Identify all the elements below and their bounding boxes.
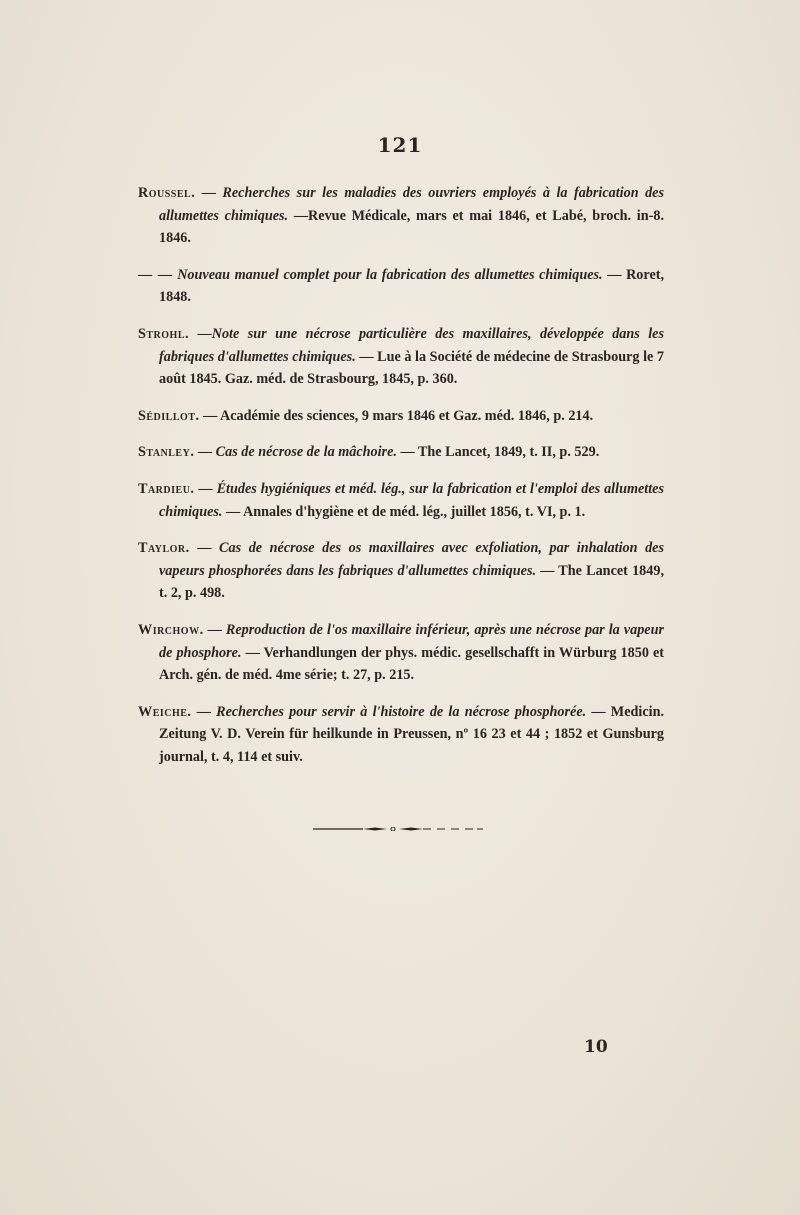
entry-title: Nouveau manuel complet pour la fabrication des allumettes chimiques.: [177, 266, 603, 283]
entry-details: — Académie des sciences, 9 mars 1846 et Gaz. méd. 1846, p. 214.: [203, 407, 594, 424]
bibliography-list: [138, 168, 664, 775]
entry-details: — Verhandlungen der phys. médic. gesellschafft in Würburg 1850 et Arch. gén. de méd. 4me série; t. 27, p. 215.: [159, 644, 664, 683]
entry-author: Stanley.: [138, 444, 195, 461]
entry-details: — The Lancet, 1849, t. II, p. 529.: [396, 444, 600, 461]
entry-separator: —: [203, 622, 226, 638]
entry-author: Wirchow.: [138, 622, 204, 638]
entry-author: Sédillot.: [138, 407, 200, 424]
entry-details: — The Lancet 1849, t. 2, p. 498.: [159, 562, 664, 602]
entry-title: Cas de nécrose de la mâchoire.: [215, 444, 397, 461]
entry-author: — —: [138, 266, 173, 283]
entry-title: Cas de nécrose des os maxillaires avec exfoliation, par inhalation des vapeurs phosphorées dans les fabriques d'allumettes chimiques.: [159, 540, 664, 579]
entry-separator: —: [195, 185, 223, 202]
signature-mark: 10: [584, 1037, 608, 1057]
bibliography-entry: [138, 264, 664, 309]
entry-details: — Medicin. Zeitung V. D. Verein für heilkunde in Preussen, nº 16 23 et 44 ; 1852 et Gunsburg journal, t. 4, 114 et suiv.: [159, 703, 665, 765]
entry-author: Tardieu.: [138, 481, 195, 498]
entry-author: Roussel.: [138, 185, 196, 202]
entry-separator: —: [194, 444, 216, 461]
entry-title: Reproduction de l'os maxillaire inférieur, après une nécrose par la vapeur de phosphore.: [159, 622, 664, 661]
bibliography-entry: [138, 701, 664, 769]
entry-separator: —: [194, 481, 217, 498]
entry-details: — Annales d'hygiène et de méd. lég., juillet 1856, t. VI, p. 1.: [222, 503, 586, 520]
page-number: 121: [377, 133, 423, 157]
entry-author: Taylor.: [138, 540, 190, 557]
entry-title: Recherches pour servir à l'histoire de la nécrose phosphorée.: [216, 703, 587, 720]
bibliography-entry: [138, 405, 664, 428]
entry-separator: —: [189, 326, 212, 343]
entry-separator: —: [191, 703, 217, 720]
bibliography-entry: [138, 619, 664, 687]
entry-separator: —: [189, 540, 220, 557]
bibliography-entry: [138, 441, 664, 464]
bibliography-entry: [138, 478, 664, 523]
entry-details: — Roret, 1848.: [159, 266, 665, 306]
ornamental-divider: [313, 827, 483, 831]
entry-title: Études hygiéniques et méd. lég., sur la fabrication et l'emploi des allumettes chimiques.: [159, 481, 664, 520]
entry-author: Weiche.: [138, 703, 192, 720]
entry-title: Recherches sur les maladies des ouvriers employés à la fabrication des allumettes chimiques.: [159, 185, 664, 224]
entry-title: Note sur une nécrose particulière des maxillaires, développée dans les fabriques d'allumettes chimiques.: [159, 326, 664, 365]
entry-details: — Lue à la Société de médecine de Strasbourg le 7 août 1845. Gaz. méd. de Strasbourg, 1845, p. 360.: [159, 348, 664, 388]
entry-author: Strohl.: [138, 326, 190, 343]
bibliography-entry: [138, 537, 664, 605]
entry-details: —Revue Médicale, mars et mai 1846, et Labé, broch. in-8. 1846.: [159, 207, 665, 247]
bibliography-entry: [138, 182, 664, 250]
bibliography-entry: [138, 323, 664, 391]
